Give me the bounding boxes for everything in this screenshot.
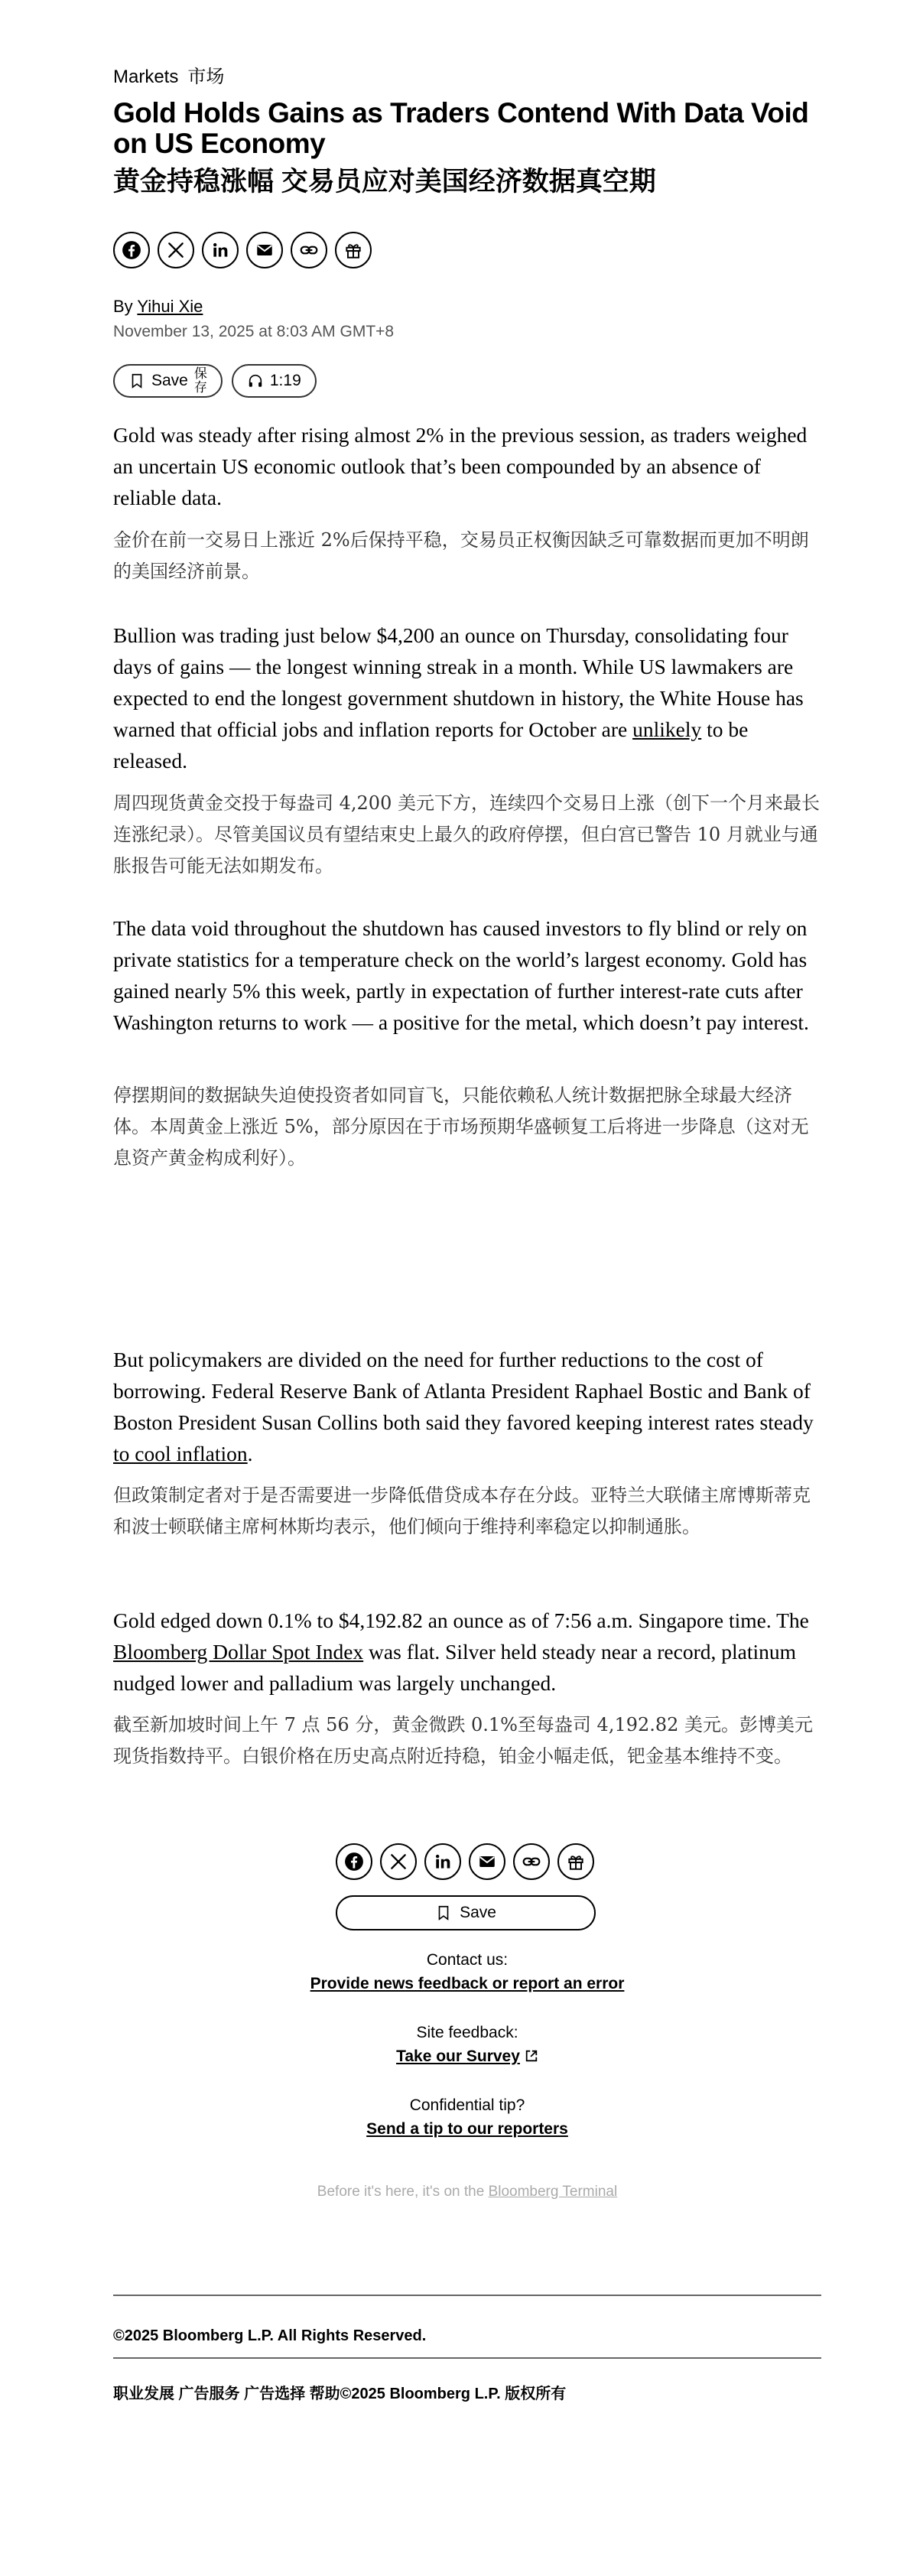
section-label-cn[interactable]: 市场: [187, 67, 225, 87]
paragraph-1-cn: 金价在前一交易日上涨近 2%后保持平稳，交易员正权衡因缺乏可靠数据而更加不明朗的美国经济前景。: [113, 529, 809, 582]
external-link-icon: [525, 2049, 538, 2063]
gift-icon: [343, 240, 363, 260]
facebook-share-button[interactable]: [113, 232, 150, 268]
footer-divider: [113, 2295, 821, 2296]
author-link[interactable]: Yihui Xie: [137, 297, 203, 316]
paragraph-2-cn: 周四现货黄金交投于每盎司 4,200 美元下方，连续四个交易日上涨（创下一个月来最长连涨纪录）。尽管美国议员有望结束史上最久的政府停摆，但白宫已警告 10 月就业与通胀报告可能无法如期发布。: [113, 792, 820, 877]
headline-cn: 黄金持稳涨幅 交易员应对美国经济数据真空期: [113, 167, 656, 197]
section-label-en[interactable]: Markets: [113, 67, 179, 87]
paragraph-1-en: Gold was steady after rising almost 2% in the previous session, as traders weighed an uncertain US economic outlook that’s been compounded by an absence of reliable data.: [113, 423, 808, 509]
link-icon: [522, 1852, 541, 1872]
section-kicker: [113, 66, 821, 89]
gift-icon: [566, 1852, 586, 1872]
gift-article-button[interactable]: [335, 232, 372, 268]
copy-link-button[interactable]: [291, 232, 327, 268]
listen-duration: 1:19: [269, 372, 301, 389]
paragraph-5-cn: 截至新加坡时间上午 7 点 56 分，黄金微跌 0.1%至每盎司 4,192.82 美元。彭博美元现货指数持平。白银价格在历史高点附近持稳，铂金小幅走低，钯金基本维持不变。: [113, 1714, 814, 1767]
headline-en: Gold Holds Gains as Traders Contend With Data Void on US Economy: [113, 97, 809, 159]
save-label: Save: [151, 372, 188, 389]
bottom-save-button[interactable]: [336, 1895, 596, 1930]
linkedin-icon: [210, 240, 230, 260]
share-bar-bottom: [336, 1843, 594, 1880]
dollar-spot-index-link[interactable]: Bloomberg Dollar Spot Index: [113, 1640, 364, 1664]
site-feedback-label: Site feedback:: [416, 2024, 518, 2041]
tip-block: [113, 2094, 821, 2142]
send-tip-link[interactable]: Send a tip to our reporters: [366, 2120, 568, 2138]
email-share-button[interactable]: [469, 1843, 505, 1880]
survey-link[interactable]: Take our Survey: [113, 2044, 821, 2069]
paragraph-2-en: Bullion was trading just below $4,200 an ounce on Thursday, consolidating four days of gains — the longest winning streak in a month. While US lawmakers are expected to end the longest government shutdown in history, the White House has warned that official jobs and inflation reports for October are unlikely to be released.: [113, 623, 804, 772]
terminal-promo: Before it's here, it's on the Bloomberg Terminal: [317, 2184, 618, 2200]
facebook-share-button[interactable]: [336, 1843, 372, 1880]
byline: [113, 296, 821, 317]
news-feedback-link[interactable]: Provide news feedback or report an error: [310, 1975, 625, 1992]
contact-block: [113, 1949, 821, 1996]
linkedin-icon: [433, 1852, 453, 1872]
publish-date: November 13, 2025 at 8:03 AM GMT+8: [113, 323, 395, 340]
headphones-icon: [247, 372, 264, 389]
share-bar-top: [113, 232, 821, 268]
contact-label: Contact us:: [426, 1951, 509, 1969]
paragraph-4-cn: 但政策制定者对于是否需要进一步降低借贷成本存在分歧。亚特兰大联储主席博斯蒂克和波士顿联储主席柯林斯均表示，他们倾向于维持利率稳定以抑制通胀。: [113, 1485, 811, 1537]
unlikely-link[interactable]: unlikely: [632, 717, 702, 741]
x-icon: [388, 1852, 408, 1872]
bottom-save-label: Save: [460, 1904, 496, 1921]
linkedin-share-button[interactable]: [424, 1843, 461, 1880]
bookmark-icon: [435, 1904, 452, 1921]
paragraph-3-en: The data void throughout the shutdown has caused investors to fly blind or rely on private statistics for a temperature check on the world’s largest economy. Gold has gained nearly 5% this week, partly in expectation of further interest-rate cuts after Washington returns to work — a positive for the metal, which doesn’t pay interest.: [113, 916, 809, 1034]
linkedin-share-button[interactable]: [202, 232, 239, 268]
listen-button[interactable]: [232, 364, 317, 398]
copy-link-button[interactable]: [513, 1843, 550, 1880]
bloomberg-terminal-link[interactable]: Bloomberg Terminal: [488, 2184, 618, 2200]
paragraph-3-cn: 停摆期间的数据缺失迫使投资者如同盲飞，只能依赖私人统计数据把脉全球最大经济体。本周黄金上涨近 5%，部分原因在于市场预期华盛顿复工后将进一步降息（这对无息资产黄金构成利好）。: [113, 1085, 809, 1169]
bookmark-icon: [128, 372, 145, 389]
link-icon: [299, 240, 319, 260]
footer-divider-2: [113, 2357, 821, 2359]
x-share-button[interactable]: [158, 232, 194, 268]
cool-inflation-link[interactable]: to cool inflation: [113, 1442, 248, 1465]
article-actions: [113, 364, 821, 398]
email-share-button[interactable]: [246, 232, 283, 268]
x-icon: [166, 240, 186, 260]
email-icon: [255, 240, 275, 260]
facebook-icon: [344, 1852, 364, 1872]
email-icon: [477, 1852, 497, 1872]
tip-label: Confidential tip?: [409, 2096, 525, 2114]
save-button[interactable]: [113, 364, 223, 398]
footer-links[interactable]: 职业发展 广告服务 广告选择 帮助©2025 Bloomberg L.P. 版权所有: [113, 2386, 567, 2402]
site-feedback-block: [113, 2021, 821, 2069]
save-label-cn: 保 存: [193, 366, 207, 395]
x-share-button[interactable]: [380, 1843, 417, 1880]
copyright: ©2025 Bloomberg L.P. All Rights Reserved.: [113, 2327, 427, 2344]
byline-prefix: By: [113, 297, 133, 316]
paragraph-5-en: Gold edged down 0.1% to $4,192.82 an ounce as of 7:56 a.m. Singapore time. The Bloomberg Dollar Spot Index was flat. Silver held steady near a record, platinum nudged lower and palladium was largely unchanged.: [113, 1608, 809, 1695]
facebook-icon: [122, 240, 141, 260]
paragraph-4-en: But policymakers are divided on the need for further reductions to the cost of borrowing. Federal Reserve Bank of Atlanta President Raphael Bostic and Bank of Boston President Susan Collins both said they favored keeping interest rates steady to cool inflation.: [113, 1348, 814, 1465]
gift-article-button[interactable]: [557, 1843, 594, 1880]
